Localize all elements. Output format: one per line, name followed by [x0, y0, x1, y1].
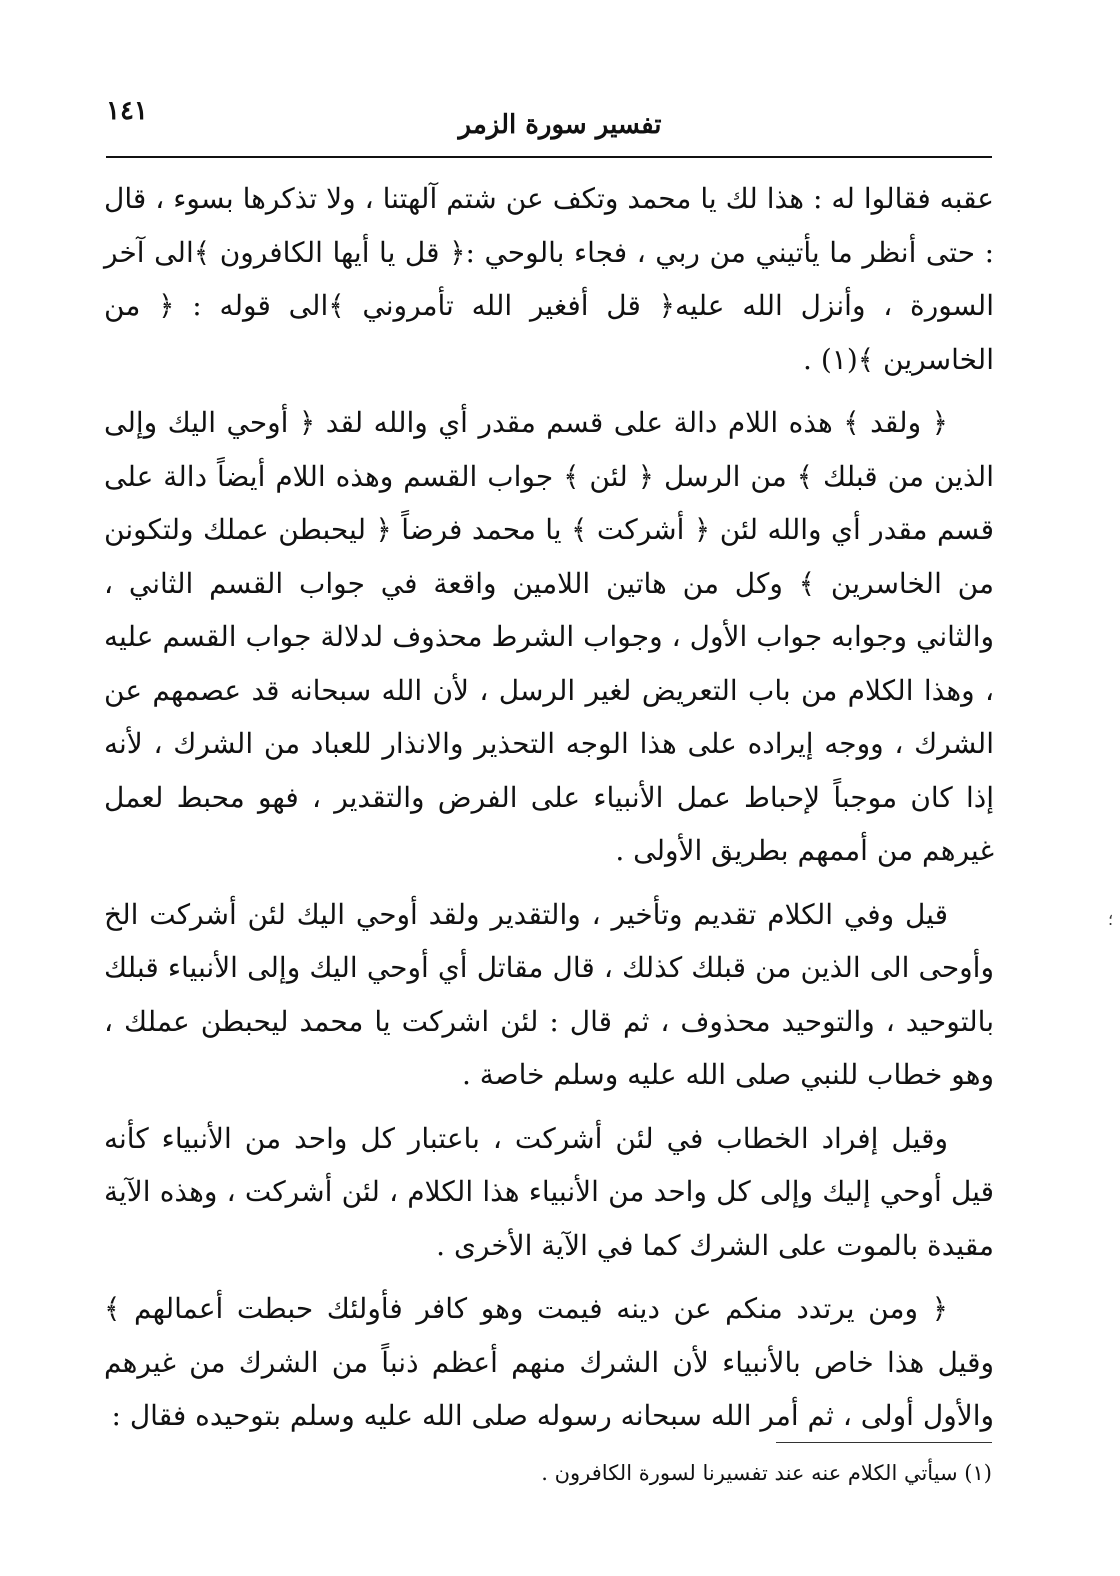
- paragraph-1: عقبه فقالوا له : هذا لك يا محمد وتكف عن شتم آلهتنا ، ولا تذكرها بسوء ، قال : حتى أنظر ما يأتيني من ربي ، فجاء بالوحي :﴿ قل يا أيها الكافرون ﴾الى آخر السورة ، وأنزل الله عليه﴿ قل أفغير الله تأمروني ﴾الى قوله : ﴿ من الخاسرين ﴾(١) .: [104, 182, 994, 376]
- page-number: ١٤١: [106, 96, 148, 126]
- footnote-rule: [776, 1442, 992, 1443]
- footnote: (١) سيأتي الكلام عنه عند تفسيرنا لسورة الكافرون .: [541, 1461, 992, 1485]
- scan-mark: ؛: [1108, 910, 1114, 929]
- header-rule: [106, 156, 992, 158]
- paragraph-3: قيل وفي الكلام تقديم وتأخير ، والتقدير ولقد أوحي اليك لئن أشركت الخ وأوحى الى الذين من قبلك كذلك ، قال مقاتل أي أوحي اليك وإلى الأنبياء قبلك بالتوحيد ، والتوحيد محذوف ، ثم قال : لئن اشركت يا محمد ليحبطن عملك ، وهو خطاب للنبي صلى الله عليه وسلم خاصة .: [104, 897, 994, 1091]
- paragraph-2: ﴿ ولقد ﴾ هذه اللام دالة على قسم مقدر أي والله لقد ﴿ أوحي اليك وإلى الذين من قبلك ﴾ من الرسل ﴿ لئن ﴾ جواب القسم وهذه اللام أيضاً دالة على قسم مقدر أي والله لئن ﴿ أشركت ﴾ يا محمد فرضاً ﴿ ليحبطن عملك ولتكونن من الخاسرين ﴾ وكل من هاتين اللامين واقعة في جواب القسم الثاني ، والثاني وجوابه جواب الأول ، وجواب الشرط محذوف لدلالة جواب القسم عليه ، وهذا الكلام من باب التعريض لغير الرسل ، لأن الله سبحانه قد عصمهم عن الشرك ، ووجه إيراده على هذا الوجه التحذير والانذار للعباد من الشرك ، لأنه إذا كان موجباً لإحباط عمل الأنبياء على الفرض والتقدير ، فهو محبط لعمل غيرهم من أممهم بطريق الأولى .: [104, 406, 994, 867]
- paragraph-5: ﴿ ومن يرتدد منكم عن دينه فيمت وهو كافر فأولئك حبطت أعمالهم ﴾ وقيل هذا خاص بالأنبياء لأن الشرك منهم أعظم ذنباً من الشرك من غيرهم والأول أولى ، ثم أمر الله سبحانه رسوله صلى الله عليه وسلم بتوحيده فقال :: [104, 1292, 994, 1432]
- paragraph-4: وقيل إفراد الخطاب في لئن أشركت ، باعتبار كل واحد من الأنبياء كأنه قيل أوحي إليك وإلى كل واحد من الأنبياء هذا الكلام ، لئن أشركت ، وهذه الآية مقيدة بالموت على الشرك كما في الآية الأخرى .: [104, 1121, 994, 1262]
- running-title: تفسير سورة الزمر: [458, 110, 662, 140]
- body-text: [104, 172, 994, 1453]
